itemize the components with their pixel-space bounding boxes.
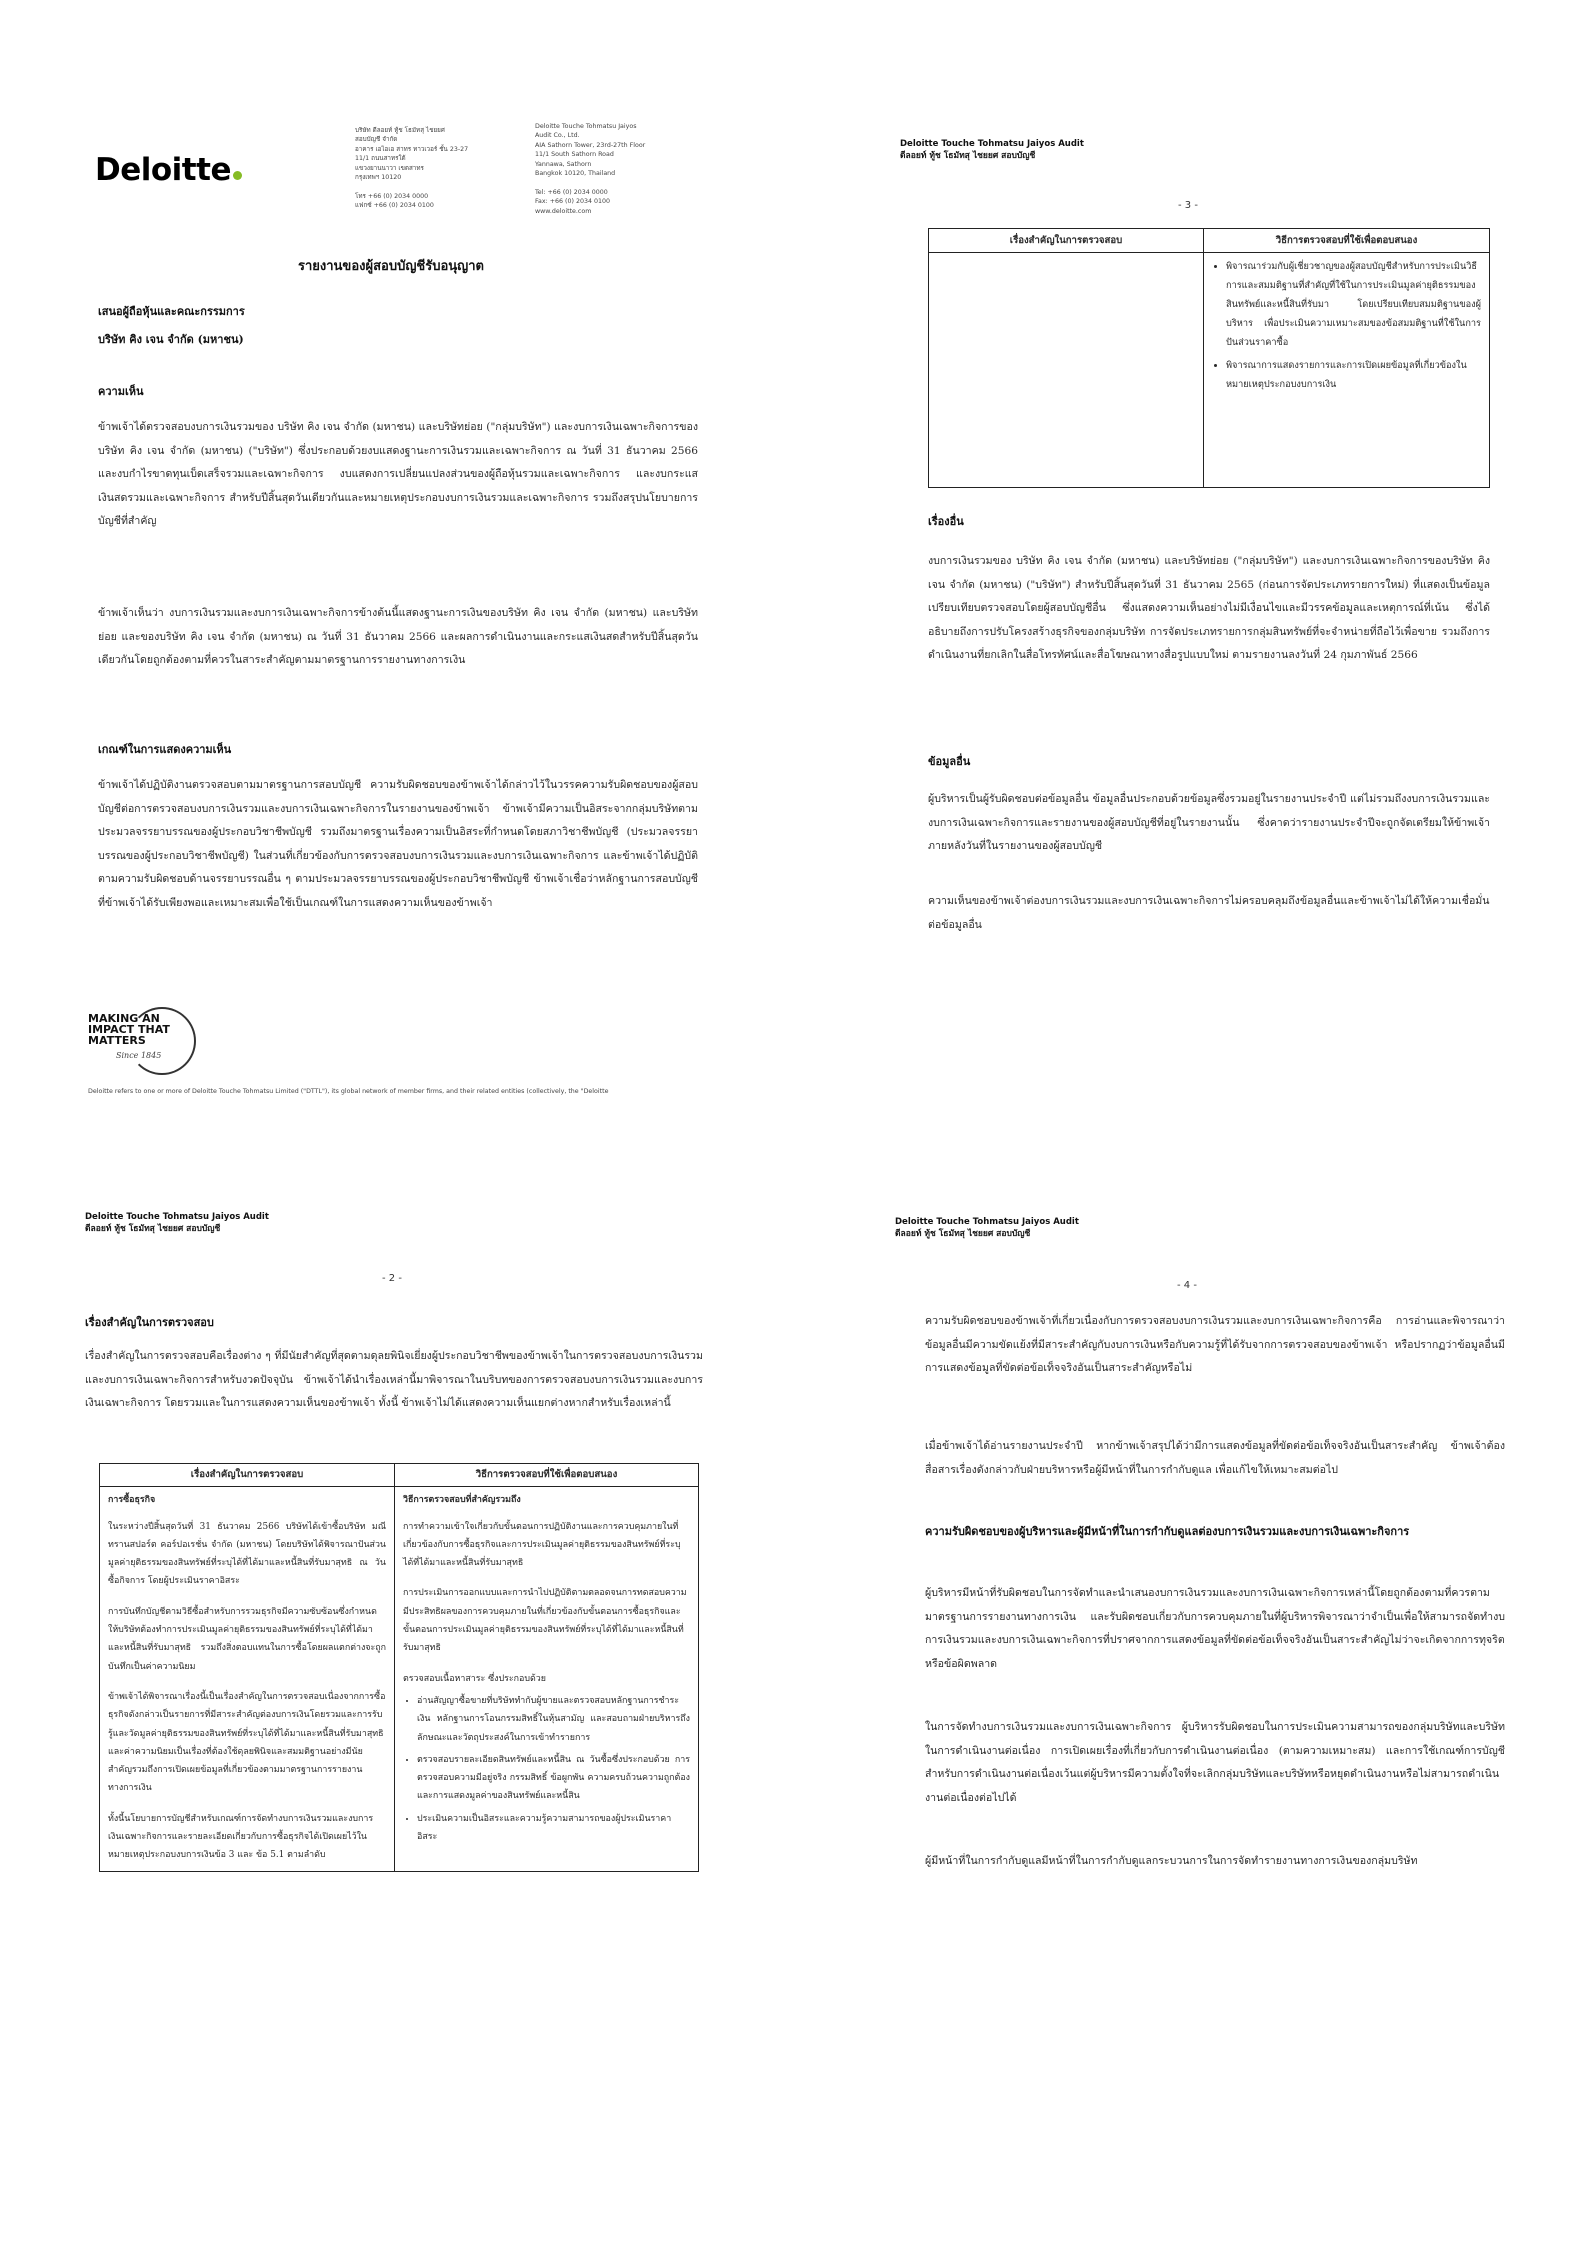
table-head-right: วิธีการตรวจสอบที่ใช้เพื่อตอบสนอง xyxy=(395,1464,699,1487)
firm-header: Deloitte Touche Tohmatsu Jaiyos Audit ดีลอยท์ ทู้ช โธมัทสุ ไชยยศ สอบบัญชี xyxy=(895,1217,1079,1239)
matter-paragraph: ข้าพเจ้าได้พิจารณาเรื่องนี้เป็นเรื่องสำคัญในการตรวจสอบเนื่องจากการซื้อธุรกิจดังกล่าวเป็นรายการที่มีสาระสำคัญต่องบการเงินโดยรวมและการรับรู้และวัดมูลค่ายุติธรรมของสินทรัพย์ที่ระบุได้ที่ได้มาและหนี้สินที่รับมาสุทธิ และค่าความนิยมเป็นเรื่องที่ต้องใช้ดุลยพินิจและสมมติฐานอย่างมีนัยสำคัญรวมถึงการเปิดเผยข้อมูลที่เกี่ยวข้องตามมาตรฐานการรายงานทางการเงิน xyxy=(108,1691,386,1794)
empty-cell xyxy=(929,253,1204,488)
matter-title: การซื้อธุรกิจ xyxy=(108,1495,156,1506)
basis-paragraph: ข้าพเจ้าได้ปฏิบัติงานตรวจสอบตามมาตรฐานการสอบบัญชี ความรับผิดชอบของข้าพเจ้าได้กล่าวไว้ในวรรคความรับผิดชอบของผู้สอบบัญชีต่อการตรวจสอบงบการเงินรวมและงบการเงินเฉพาะกิจการในรายงานของข้าพเจ้า ข้าพเจ้ามีความเป็นอิสระจากกลุ่มบริษัทตามประมวลจรรยาบรรณของผู้ประกอบวิชาชีพบัญชี รวมถึงมาตรฐานเรื่องความเป็นอิสระที่กำหนดโดยสภาวิชาชีพบัญชี (ประมวลจรรยาบรรณของผู้ประกอบวิชาชีพบัญชี) ในส่วนที่เกี่ยวข้องกับการตรวจสอบงบการเงินรวมและงบการเงินเฉพาะกิจการ และข้าพเจ้าได้ปฏิบัติตามความรับผิดชอบด้านจรรยาบรรณอื่น ๆ ตามประมวลจรรยาบรรณของผู้ประกอบวิชาชีพบัญชี ข้าพเจ้าเชื่อว่าหลักฐานการสอบบัญชีที่ข้าพเจ้าได้รับเพียงพอและเหมาะสมเพื่อใช้เป็นเกณฑ์ในการแสดงความเห็นของข้าพเจ้า xyxy=(98,779,698,909)
firm-header: Deloitte Touche Tohmatsu Jaiyos Audit ดีลอยท์ ทู้ช โธมัทสุ ไชยยศ สอบบัญชี xyxy=(900,139,1084,161)
heading-management-responsibility: ความรับผิดชอบของผู้บริหารและผู้มีหน้าที่ในการกำกับดูแลต่องบการเงินรวมและงบการเงินเฉพาะกิจการ xyxy=(925,1525,1410,1538)
page-number: - 2 - xyxy=(382,1273,402,1284)
addressee-line-2: บริษัท คิง เจน จำกัด (มหาชน) xyxy=(98,333,244,346)
list-item: • อ่านสัญญาซื้อขายที่บริษัททำกับผู้ขายและตรวจสอบหลักฐานการชำระเงิน หลักฐานการโอนกรรมสิทธิ์ในหุ้นสามัญ และสอบถามฝ่ายบริหารถึงลักษณะและวัตถุประสงค์ในการเข้าทำรายการ xyxy=(417,1692,690,1747)
report-page-3 xyxy=(900,120,1510,1020)
table-row xyxy=(100,1487,699,1871)
table-head-left: เรื่องสำคัญในการตรวจสอบ xyxy=(100,1464,395,1487)
response-paragraph: การทำความเข้าใจเกี่ยวกับขั้นตอนการปฏิบัติงานและการควบคุมภายในที่เกี่ยวข้องกับการซื้อธุรกิจและการประเมินมูลค่ายุติธรรมของสินทรัพย์ที่ระบุได้ที่ได้มาและหนี้สินที่รับมาสุทธิ xyxy=(403,1521,681,1569)
firm-address-thai: บริษัท ดีลอยท์ ทู้ช โธมัทสุ ไชยยศ สอบบัญชี จำกัด อาคาร เอไอเอ สาทร ทาวเวอร์ ชั้น 23-27 11/1 ถนนสาทรใต้ แขวงยานนาวา เขตสาทร กรุงเทพฯ 10120 โทร +66 (0) 2034 0000 แฟกซ์ +66 (0) 2034 0100 xyxy=(355,127,469,210)
table-row xyxy=(929,253,1490,488)
response-cell xyxy=(1204,253,1490,488)
firm-header: Deloitte Touche Tohmatsu Jaiyos Audit ดีลอยท์ ทู้ช โธมัทสุ ไชยยศ สอบบัญชี xyxy=(85,1212,269,1234)
matter-paragraph: ทั้งนี้นโยบายการบัญชีสำหรับเกณฑ์การจัดทำงบการเงินรวมและงบการเงินเฉพาะกิจการและรายละเอียดเกี่ยวกับการซื้อธุรกิจได้เปิดเผยไว้ในหมายเหตุประกอบงบการเงินข้อ 3 และ ข้อ 5.1 ตามลำดับ xyxy=(108,1813,374,1861)
matter-paragraph: ในระหว่างปีสิ้นสุดวันที่ 31 ธันวาคม 2566 บริษัทได้เข้าซื้อบริษัท มณีทรานสปอร์ต คอร์ปอเรชั่น จำกัด (มหาชน) โดยบริษัทได้พิจารณาปันส่วนมูลค่ายุติธรรมของสินทรัพย์ที่ระบุได้ที่ได้มาและหนี้สินที่รับมาสุทธิ ณ วันซื้อกิจการ โดยผู้ประเมินราคาอิสระ xyxy=(108,1521,386,1587)
report-page-1 xyxy=(70,90,710,1120)
badge-text: MAKING AN IMPACT THAT MATTERS xyxy=(88,1012,170,1047)
response-bullets xyxy=(1212,257,1481,394)
logo-dot-icon xyxy=(233,171,242,180)
report-page-4 xyxy=(895,1210,1515,2070)
impact-badge xyxy=(88,1005,196,1075)
opinion-paragraph-1: ข้าพเจ้าได้ตรวจสอบงบการเงินรวมของ บริษัท คิง เจน จำกัด (มหาชน) และบริษัทย่อย ("กลุ่มบริษัท") และงบการเงินเฉพาะกิจการของบริษัท คิง เจน จำกัด (มหาชน) ("บริษัท") ซึ่งประกอบด้วยงบแสดงฐานะการเงินรวมและเฉพาะกิจการ ณ วันที่ 31 ธันวาคม 2566 และงบกำไรขาดทุนเบ็ดเสร็จรวมและเฉพาะกิจการ งบแสดงการเปลี่ยนแปลงส่วนของผู้ถือหุ้นรวมและเฉพาะกิจการ และงบกระแสเงินสดรวมและเฉพาะกิจการ สำหรับปีสิ้นสุดวันเดียวกันและหมายเหตุประกอบงบการเงินรวมและเฉพาะกิจการ รวมถึงสรุปนโยบายการบัญชีที่สำคัญ xyxy=(98,421,698,527)
paragraph-management-2: ในการจัดทำงบการเงินรวมและงบการเงินเฉพาะกิจการ ผู้บริหารรับผิดชอบในการประเมินความสามารถของกลุ่มบริษัทและบริษัทในการดำเนินงานต่อเนื่อง การเปิดเผยเรื่องที่เกี่ยวกับการดำเนินงานต่อเนื่อง (ตามความเหมาะสม) และการใช้เกณฑ์การบัญชีสำหรับการดำเนินงานต่อเนื่องเว้นแต่ผู้บริหารมีความตั้งใจที่จะเลิกกลุ่มบริษัทและบริษัทหรือหยุดดำเนินงานหรือไม่สามารถดำเนินงานต่อเนื่องต่อไปได้ xyxy=(925,1721,1505,1804)
paragraph-governance: ผู้มีหน้าที่ในการกำกับดูแลมีหน้าที่ในการกำกับดูแลกระบวนการในการจัดทำรายงานทางการเงินของกลุ่มบริษัท xyxy=(925,1855,1418,1867)
opinion-paragraph-2: ข้าพเจ้าเห็นว่า งบการเงินรวมและงบการเงินเฉพาะกิจการข้างต้นนี้แสดงฐานะการเงินของบริษัท คิง เจน จำกัด (มหาชน) และบริษัทย่อย และของบริษัท คิง เจน จำกัด (มหาชน) ณ วันที่ 31 ธันวาคม 2566 และผลการดำเนินงานและกระแสเงินสดสำหรับปีสิ้นสุดวันเดียวกันโดยถูกต้องตามที่ควรในสาระสำคัญตามมาตรฐานการรายงานทางการเงิน xyxy=(98,607,698,666)
heading-key-audit-matters: เรื่องสำคัญในการตรวจสอบ xyxy=(85,1316,214,1329)
list-item: • พิจารณาร่วมกับผู้เชี่ยวชาญของผู้สอบบัญชีสำหรับการประเมินวิธีการและสมมติฐานที่สำคัญที่ใช้ในการประเมินมูลค่ายุติธรรมของสินทรัพย์และหนี้สินที่รับมา โดยเปรียบเทียบสมมติฐานของผู้บริหาร เพื่อประเมินความเหมาะสมของข้อสมมติฐานที่ใช้ในการปันส่วนราคาซื้อ xyxy=(1226,257,1481,352)
list-item: • ประเมินความเป็นอิสระและความรู้ความสามารถของผู้ประเมินราคาอิสระ xyxy=(417,1810,690,1847)
report-page-2 xyxy=(85,1205,715,2215)
list-item: • พิจารณาการแสดงรายการและการเปิดเผยข้อมูลที่เกี่ยวข้องในหมายเหตุประกอบงบการเงิน xyxy=(1226,356,1481,394)
other-matter-paragraph: งบการเงินรวมของ บริษัท คิง เจน จำกัด (มหาชน) และบริษัทย่อย ("กลุ่มบริษัท") และงบการเงินเฉพาะกิจการของบริษัท คิง เจน จำกัด (มหาชน) ("บริษัท") สำหรับปีสิ้นสุดวันที่ 31 ธันวาคม 2565 (ก่อนการจัดประเภทรายการใหม่) ที่แสดงเป็นข้อมูลเปรียบเทียบตรวจสอบโดยผู้สอบบัญชีอื่น ซึ่งแสดงความเห็นอย่างไม่มีเงื่อนไขและมีวรรคข้อมูลและเหตุการณ์ที่เน้น ซึ่งได้อธิบายถึงการปรับโครงสร้างธุรกิจของกลุ่มบริษัท การจัดประเภทรายการกลุ่มสินทรัพย์ที่จะจำหน่ายที่ถือไว้เพื่อขาย รวมถึงการดำเนินงานที่ยกเลิกในสื่อโทรทัศน์และสื่อโฆษณาทางสื่อรูปแบบใหม่ ตามรายงานลงวันที่ 24 กุมภาพันธ์ 2566 xyxy=(928,555,1490,661)
page-number: - 4 - xyxy=(1177,1280,1197,1291)
kam-table-continued xyxy=(928,228,1490,488)
list-item: • ตรวจสอบรายละเอียดสินทรัพย์และหนี้สิน ณ วันซื้อซึ่งประกอบด้วย การตรวจสอบความมีอยู่จริง กรรมสิทธิ์ ข้อผูกพัน ความครบถ้วนความถูกต้องและการแสดงมูลค่าของสินทรัพย์และหนี้สิน xyxy=(417,1751,690,1806)
paragraph-annual-report: เมื่อข้าพเจ้าได้อ่านรายงานประจำปี หากข้าพเจ้าสรุปได้ว่ามีการแสดงข้อมูลที่ขัดต่อข้อเท็จจริงอันเป็นสาระสำคัญ ข้าพเจ้าต้องสื่อสารเรื่องดังกล่าวกับฝ่ายบริหารหรือผู้มีหน้าที่ในการกำกับดูแล เพื่อแก้ไขให้เหมาะสมต่อไป xyxy=(925,1440,1505,1476)
response-paragraph: ตรวจสอบเนื้อหาสาระ ซึ่งประกอบด้วย xyxy=(403,1673,546,1684)
heading-opinion: ความเห็น xyxy=(98,385,144,398)
matter-cell xyxy=(100,1487,395,1871)
footer-disclaimer: Deloitte refers to one or more of Deloitte Touche Tohmatsu Limited ("DTTL"), its global network of member firms, and their related entities (collectively, the "Deloitte xyxy=(88,1088,609,1095)
heading-other-information: ข้อมูลอื่น xyxy=(928,755,971,768)
page-number: - 3 - xyxy=(1178,200,1198,211)
firm-address-english: Deloitte Touche Tohmatsu Jaiyos Audit Co., Ltd. AIA Sathorn Tower, 23rd-27th Floor 11/1 South Sathorn Road Yannawa, Sathorn Bangkok 10120, Thailand Tel: +66 (0) 2034 0000 Fax: +66 (0) 2034 0100 www.deloitte.com xyxy=(535,123,646,215)
report-title: รายงานของผู้สอบบัญชีรับอนุญาต xyxy=(298,259,484,274)
response-paragraph: การประเมินการออกแบบและการนำไปปฏิบัติตามตลอดจนการทดสอบความมีประสิทธิผลของการควบคุมภายในที่เกี่ยวข้องกับขั้นตอนการซื้อธุรกิจและขั้นตอนการประเมินมูลค่ายุติธรรมของสินทรัพย์ที่ระบุได้ที่ได้มาและหนี้สินที่รับมาสุทธิ xyxy=(403,1588,687,1654)
matter-paragraph: การบันทึกบัญชีตามวิธีซื้อสำหรับการรวมธุรกิจมีความซับซ้อนซึ่งกำหนดให้บริษัทต้องทำการประเมินมูลค่ายุติธรรมของสินทรัพย์ที่ระบุได้ที่ได้มาและหนี้สินที่รับมาสุทธิ รวมถึงสิ่งตอบแทนในการซื้อโดยผลแตกต่างจะถูกบันทึกเป็นค่าความนิยม xyxy=(108,1606,386,1672)
other-information-paragraph-2: ความเห็นของข้าพเจ้าต่องบการเงินรวมและงบการเงินเฉพาะกิจการไม่ครอบคลุมถึงข้อมูลอื่นและข้าพเจ้าไม่ได้ให้ความเชื่อมั่นต่อข้อมูลอื่น xyxy=(928,895,1490,931)
response-bullets xyxy=(403,1692,690,1846)
paragraph-responsibility: ความรับผิดชอบของข้าพเจ้าที่เกี่ยวเนื่องกับการตรวจสอบงบการเงินรวมและงบการเงินเฉพาะกิจการคือ การอ่านและพิจารณาว่าข้อมูลอื่นมีความขัดแย้งที่มีสาระสำคัญกับงบการเงินหรือกับความรู้ที่ได้รับจากการตรวจสอบของข้าพเจ้า หรือปรากฏว่าข้อมูลอื่นมีการแสดงข้อมูลที่ขัดต่อข้อเท็จจริงอันเป็นสาระสำคัญหรือไม่ xyxy=(925,1315,1505,1374)
paragraph-management-1: ผู้บริหารมีหน้าที่รับผิดชอบในการจัดทำและนำเสนองบการเงินรวมและงบการเงินเฉพาะกิจการเหล่านี้โดยถูกต้องตามที่ควรตามมาตรฐานการรายงานทางการเงิน และรับผิดชอบเกี่ยวกับการควบคุมภายในที่ผู้บริหารพิจารณาว่าจำเป็นเพื่อให้สามารถจัดทำงบการเงินรวมและงบการเงินเฉพาะกิจการที่ปราศจากการแสดงข้อมูลที่ขัดต่อข้อเท็จจริงอันเป็นสาระสำคัญไม่ว่าจะเกิดจากการทุจริตหรือข้อผิดพลาด xyxy=(925,1587,1505,1670)
table-header-row xyxy=(100,1464,699,1487)
deloitte-logo: Deloitte xyxy=(95,152,242,188)
table-header-row xyxy=(929,229,1490,253)
heading-basis: เกณฑ์ในการแสดงความเห็น xyxy=(98,743,232,756)
table-head-right: วิธีการตรวจสอบที่ใช้เพื่อตอบสนอง xyxy=(1204,229,1490,253)
heading-other-matter: เรื่องอื่น xyxy=(928,515,964,528)
kam-intro-paragraph: เรื่องสำคัญในการตรวจสอบคือเรื่องต่าง ๆ ที่มีนัยสำคัญที่สุดตามดุลยพินิจเยี่ยงผู้ประกอบวิชาชีพของข้าพเจ้าในการตรวจสอบงบการเงินรวมและงบการเงินเฉพาะกิจการสำหรับงวดปัจจุบัน ข้าพเจ้าได้นำเรื่องเหล่านี้มาพิจารณาในบริบทของการตรวจสอบงบการเงินรวมและงบการเงินเฉพาะกิจการ โดยรวมและในการแสดงความเห็นของข้าพเจ้า ทั้งนี้ ข้าพเจ้าไม่ได้แสดงความเห็นแยกต่างหากสำหรับเรื่องเหล่านี้ xyxy=(85,1350,703,1409)
table-head-left: เรื่องสำคัญในการตรวจสอบ xyxy=(929,229,1204,253)
addressee-line-1: เสนอผู้ถือหุ้นและคณะกรรมการ xyxy=(98,305,245,318)
response-title: วิธีการตรวจสอบที่สำคัญรวมถึง xyxy=(403,1495,521,1506)
badge-since: Since 1845 xyxy=(116,1051,162,1060)
response-cell xyxy=(395,1487,699,1871)
kam-table xyxy=(99,1463,699,1872)
other-information-paragraph-1: ผู้บริหารเป็นผู้รับผิดชอบต่อข้อมูลอื่น ข้อมูลอื่นประกอบด้วยข้อมูลซึ่งรวมอยู่ในรายงานประจำปี แต่ไม่รวมถึงงบการเงินรวมและงบการเงินเฉพาะกิจการและรายงานของผู้สอบบัญชีที่อยู่ในรายงานนั้น ซึ่งคาดว่ารายงานประจำปีจะถูกจัดเตรียมให้ข้าพเจ้าภายหลังวันที่ในรายงานของผู้สอบบัญชี xyxy=(928,793,1490,852)
